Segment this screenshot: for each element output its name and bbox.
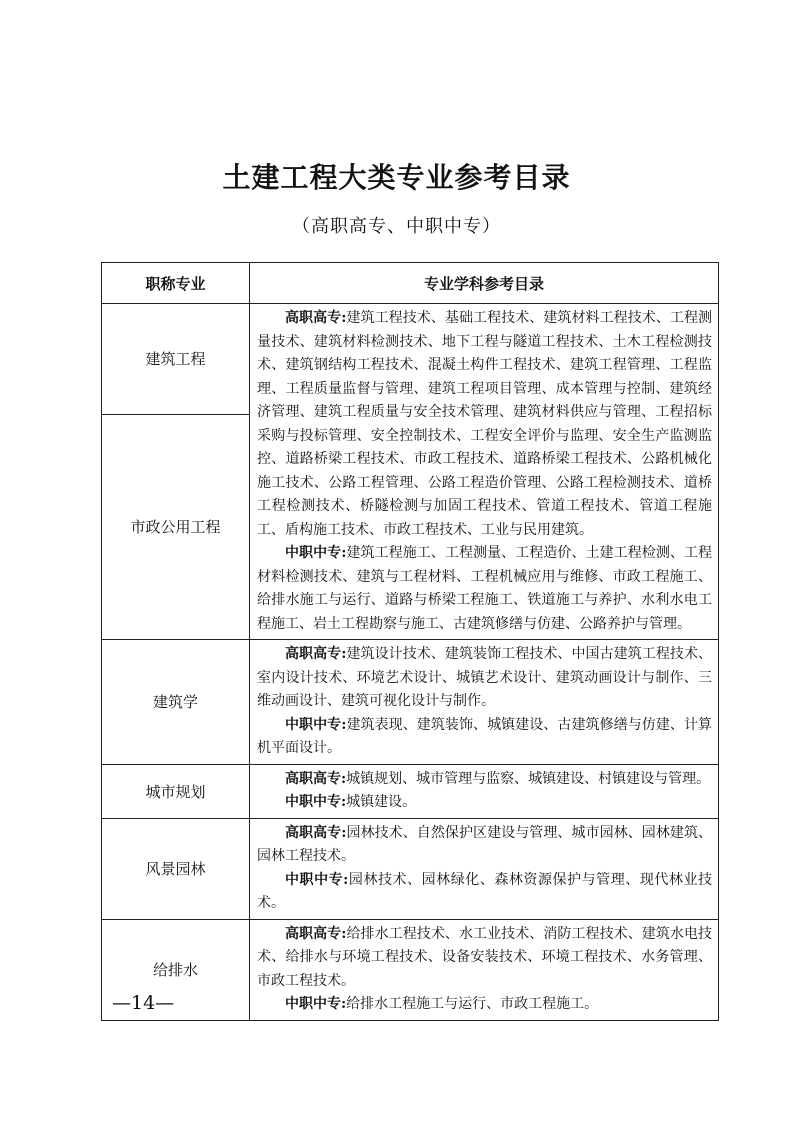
level-paragraph (257, 993, 712, 1017)
major-catalog-table (101, 262, 719, 1021)
page-number: —14— (112, 992, 175, 1014)
level-paragraph (257, 307, 712, 542)
subject-list: 给排水工程施工与运行、市政工程施工。 (346, 996, 599, 1012)
page-title: 土建工程大类专业参考目录 (222, 161, 571, 194)
table-row (102, 640, 719, 765)
subject-list: 建筑工程施工、工程测量、工程造价、土建工程检测、工程材料检测技术、建筑与工程材料、工程机械应用与维修、市政工程施工、给排水施工与运行、道路与桥梁工程施工、铁道施工与养护、水利水电工程施工、岩土工程勘察与施工、古建筑修缮与仿建、公路养护与管理。 (257, 545, 713, 632)
level-label: 中职中专: (285, 871, 349, 888)
level-paragraph (257, 791, 712, 815)
level-label: 高职高专: (285, 824, 347, 841)
level-paragraph (257, 768, 712, 792)
level-label: 高职高专: (285, 310, 347, 326)
subject-list: 城镇规划、城市管理与监察、城镇建设、村镇建设与管理。 (346, 770, 711, 787)
subject-list: 建筑设计技术、建筑装饰工程技术、中国古建筑工程技术、室内设计技术、环境艺术设计、城镇艺术设计、建筑动画设计与制作、三维动画设计、建筑可视化设计与制作。 (257, 646, 713, 709)
table-header-row (102, 263, 719, 304)
header-reference-catalog: 专业学科参考目录 (250, 263, 719, 304)
major-cell: 城市规划 (102, 764, 250, 818)
level-label: 中职中专: (285, 545, 347, 561)
major-cell: 给排水 (102, 919, 250, 1020)
subject-list: 建筑表现、建筑装饰、城镇建设、古建筑修缮与仿建、计算机平面设计。 (257, 716, 713, 756)
table-row (102, 818, 719, 919)
level-paragraph (257, 542, 712, 636)
level-paragraph (257, 714, 712, 761)
subject-list: 园林技术、自然保护区建设与管理、城市园林、园林建筑、园林工程技术。 (257, 824, 713, 864)
major-cell: 建筑学 (102, 640, 250, 765)
major-cell: 风景园林 (102, 818, 250, 919)
subject-list: 城镇建设。 (346, 794, 417, 810)
level-label: 中职中专: (285, 794, 347, 810)
major-cell: 建筑工程 (102, 304, 250, 415)
reference-cell (250, 640, 719, 765)
level-label: 中职中专: (285, 716, 347, 733)
reference-cell (250, 764, 719, 818)
level-paragraph (257, 923, 712, 994)
level-label: 高职高专: (285, 925, 347, 942)
level-paragraph (257, 822, 712, 869)
table-row (102, 764, 719, 818)
reference-cell (250, 304, 719, 640)
table-row (102, 919, 719, 1020)
header-title-major: 职称专业 (102, 263, 250, 304)
subject-list: 建筑工程技术、基础工程技术、建筑材料工程技术、工程测量技术、建筑材料检测技术、地下工程与隧道工程技术、土木工程检测技术、建筑钢结构工程技术、混凝土构件工程技术、建筑工程管理、工程监理、工程质量监督与管理、建筑工程项目管理、成本管理与控制、建筑经济管理、建筑工程质量与安全技术管理、建筑材料供应与管理、工程招标采购与投标管理、安全控制技术、工程安全评价与监理、安全生产监测监控、道路桥梁工程技术、市政工程技术、道路桥梁工程技术、公路机械化施工技术、公路工程管理、公路工程造价管理、公路工程检测技术、道桥工程检测技术、桥隧检测与加固工程技术、管道工程技术、管道工程施工、盾构施工技术、市政工程技术、工业与民用建筑。 (257, 310, 713, 538)
level-label: 高职高专: (285, 770, 347, 787)
reference-cell (250, 818, 719, 919)
subject-list: 给排水工程技术、水工业技术、消防工程技术、建筑水电技术、给排水与环境工程技术、设备安装技术、环境工程技术、水务管理、市政工程技术。 (257, 925, 713, 989)
major-cell: 市政公用工程 (102, 414, 250, 639)
level-label: 中职中专: (285, 996, 347, 1012)
level-paragraph (257, 869, 712, 916)
page-subtitle: （高职高专、中职中专） (292, 216, 501, 237)
table-row (102, 304, 719, 415)
level-paragraph (257, 643, 712, 714)
level-label: 高职高专: (285, 646, 347, 662)
reference-cell (250, 919, 719, 1020)
subject-list: 园林技术、园林绿化、森林资源保护与管理、现代林业技术。 (257, 871, 713, 911)
